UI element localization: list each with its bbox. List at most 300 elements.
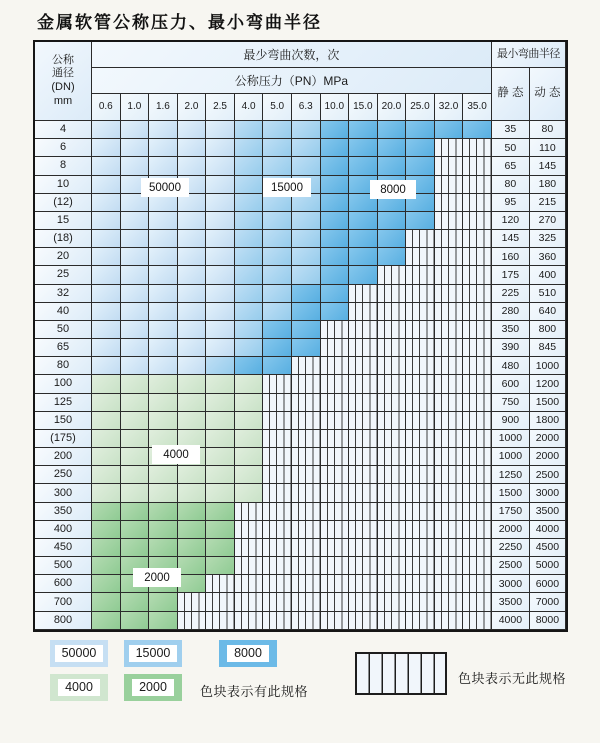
spec-cell: [149, 248, 178, 266]
no-spec-cell: [206, 575, 235, 593]
no-spec-cell: [406, 575, 435, 593]
no-spec-cell: [378, 430, 407, 448]
spec-cell: [292, 303, 321, 321]
spec-cell: [235, 303, 264, 321]
no-spec-cell: [349, 557, 378, 575]
legend-no-spec-label: 色块表示无此规格: [458, 671, 567, 686]
spec-cell: [206, 557, 235, 575]
spec-cell: [292, 266, 321, 284]
no-spec-cell: [263, 575, 292, 593]
spec-cell: [292, 212, 321, 230]
static-radius-cell: 4000: [492, 612, 530, 630]
no-spec-cell: [406, 466, 435, 484]
spec-cell: [92, 139, 121, 157]
spec-cell: [206, 121, 235, 139]
no-spec-cell: [406, 375, 435, 393]
no-spec-cell: [463, 521, 492, 539]
spec-cell: [206, 194, 235, 212]
dynamic-radius-cell: 4500: [530, 539, 566, 557]
spec-cell: [235, 248, 264, 266]
spec-cell: [92, 394, 121, 412]
no-spec-cell: [435, 303, 464, 321]
static-radius-cell: 3500: [492, 593, 530, 611]
no-spec-cell: [292, 394, 321, 412]
dn-header-line: 公称: [52, 53, 74, 66]
no-spec-cell: [206, 593, 235, 611]
dynamic-radius-cell: 2000: [530, 430, 566, 448]
spec-cell: [206, 321, 235, 339]
spec-cell: [92, 357, 121, 375]
dn-header-line: (DN): [51, 81, 75, 93]
no-spec-cell: [463, 484, 492, 502]
spec-cell: [206, 157, 235, 175]
spec-cell: [349, 139, 378, 157]
legend-hatch-swatch: [355, 652, 447, 695]
spec-cell: [121, 466, 150, 484]
dn-cell: 100: [35, 375, 92, 393]
pressure-col-header: 2.5: [206, 94, 235, 121]
spec-cell: [292, 339, 321, 357]
no-spec-cell: [321, 466, 350, 484]
spec-cell: [121, 303, 150, 321]
static-radius-cell: 1750: [492, 503, 530, 521]
no-spec-cell: [463, 575, 492, 593]
spec-cell: [178, 466, 207, 484]
no-spec-cell: [292, 357, 321, 375]
spec-cell: [263, 212, 292, 230]
no-spec-cell: [235, 593, 264, 611]
spec-cell: [121, 248, 150, 266]
no-spec-cell: [463, 212, 492, 230]
no-spec-cell: [235, 557, 264, 575]
spec-cell: [149, 394, 178, 412]
spec-cell: [292, 121, 321, 139]
static-radius-cell: 480: [492, 357, 530, 375]
no-spec-cell: [349, 430, 378, 448]
no-spec-cell: [235, 521, 264, 539]
no-spec-cell: [463, 394, 492, 412]
spec-cell: [178, 121, 207, 139]
no-spec-cell: [349, 448, 378, 466]
no-spec-cell: [263, 484, 292, 502]
no-spec-cell: [435, 194, 464, 212]
spec-cell: [321, 176, 350, 194]
no-spec-cell: [263, 448, 292, 466]
spec-cell: [92, 539, 121, 557]
spec-cell: [178, 321, 207, 339]
spec-cell: [263, 339, 292, 357]
no-spec-cell: [263, 593, 292, 611]
static-radius-cell: 3000: [492, 575, 530, 593]
dynamic-radius-cell: 3000: [530, 484, 566, 502]
pressure-col-header: 1.0: [121, 94, 150, 121]
spec-cell: [121, 321, 150, 339]
no-spec-cell: [292, 521, 321, 539]
spec-cell: [178, 503, 207, 521]
spec-cell: [121, 484, 150, 502]
dynamic-radius-cell: 2500: [530, 466, 566, 484]
spec-cell: [178, 539, 207, 557]
no-spec-cell: [378, 448, 407, 466]
spec-cell: [178, 412, 207, 430]
dn-header-line: 通径: [52, 67, 74, 80]
no-spec-cell: [463, 557, 492, 575]
no-spec-cell: [406, 303, 435, 321]
dn-cell: 20: [35, 248, 92, 266]
dynamic-radius-cell: 1000: [530, 357, 566, 375]
no-spec-cell: [435, 394, 464, 412]
spec-cell: [463, 121, 492, 139]
no-spec-cell: [435, 521, 464, 539]
spec-cell: [149, 212, 178, 230]
no-spec-cell: [263, 430, 292, 448]
static-radius-cell: 1250: [492, 466, 530, 484]
no-spec-cell: [435, 375, 464, 393]
no-spec-cell: [406, 539, 435, 557]
spec-cell: [435, 121, 464, 139]
no-spec-cell: [378, 557, 407, 575]
spec-cell: [149, 503, 178, 521]
no-spec-cell: [435, 593, 464, 611]
spec-cell: [92, 248, 121, 266]
no-spec-cell: [349, 357, 378, 375]
dynamic-radius-cell: 1500: [530, 394, 566, 412]
spec-cell: [178, 521, 207, 539]
spec-cell: [235, 466, 264, 484]
no-spec-cell: [435, 139, 464, 157]
no-spec-cell: [349, 466, 378, 484]
dn-cell: 6: [35, 139, 92, 157]
no-spec-cell: [406, 430, 435, 448]
spec-cell: [206, 139, 235, 157]
no-spec-cell: [378, 339, 407, 357]
legend-swatch: [124, 674, 182, 701]
cycle-count-label: 15000: [263, 178, 311, 197]
no-spec-cell: [406, 357, 435, 375]
dn-header-line: mm: [53, 94, 73, 107]
spec-cell: [206, 176, 235, 194]
spec-cell: [292, 248, 321, 266]
static-radius-cell: 65: [492, 157, 530, 175]
no-spec-cell: [263, 412, 292, 430]
no-spec-cell: [235, 575, 264, 593]
spec-cell: [149, 466, 178, 484]
spec-cell: [92, 285, 121, 303]
spec-cell: [235, 448, 264, 466]
spec-cell: [178, 394, 207, 412]
spec-cell: [92, 430, 121, 448]
dn-cell: 15: [35, 212, 92, 230]
no-spec-cell: [406, 521, 435, 539]
dn-cell: 125: [35, 394, 92, 412]
no-spec-cell: [463, 503, 492, 521]
no-spec-cell: [378, 412, 407, 430]
pressure-col-header: 2.0: [178, 94, 207, 121]
no-spec-cell: [263, 394, 292, 412]
spec-cell: [206, 375, 235, 393]
spec-cell: [149, 357, 178, 375]
spec-cell: [292, 321, 321, 339]
spec-cell: [92, 521, 121, 539]
no-spec-cell: [349, 303, 378, 321]
spec-cell: [206, 466, 235, 484]
no-spec-cell: [435, 539, 464, 557]
cycle-count-label: 50000: [141, 178, 189, 197]
spec-cell: [206, 248, 235, 266]
no-spec-cell: [292, 612, 321, 630]
spec-cell: [263, 266, 292, 284]
spec-cell: [92, 266, 121, 284]
spec-cell: [149, 157, 178, 175]
spec-cell: [206, 339, 235, 357]
cycle-count-label: 4000: [152, 445, 200, 464]
spec-cell: [149, 484, 178, 502]
spec-cell: [263, 303, 292, 321]
no-spec-cell: [321, 539, 350, 557]
no-spec-cell: [235, 503, 264, 521]
spec-cell: [92, 503, 121, 521]
no-spec-cell: [292, 430, 321, 448]
no-spec-cell: [435, 448, 464, 466]
spec-cell: [92, 612, 121, 630]
no-spec-cell: [463, 194, 492, 212]
no-spec-cell: [406, 266, 435, 284]
no-spec-cell: [435, 212, 464, 230]
no-spec-cell: [178, 612, 207, 630]
no-spec-cell: [435, 484, 464, 502]
no-spec-cell: [435, 321, 464, 339]
no-spec-cell: [406, 321, 435, 339]
no-spec-cell: [378, 575, 407, 593]
legend-swatch-value: 15000: [129, 645, 178, 662]
spec-cell: [206, 484, 235, 502]
no-spec-cell: [321, 575, 350, 593]
spec-cell: [206, 539, 235, 557]
spec-cell: [178, 230, 207, 248]
spec-cell: [178, 557, 207, 575]
spec-cell: [235, 176, 264, 194]
spec-cell: [92, 321, 121, 339]
spec-cell: [121, 539, 150, 557]
spec-cell: [121, 339, 150, 357]
no-spec-cell: [321, 448, 350, 466]
spec-cell: [149, 593, 178, 611]
dn-cell: 40: [35, 303, 92, 321]
no-spec-cell: [435, 430, 464, 448]
no-spec-cell: [321, 321, 350, 339]
static-radius-cell: 1000: [492, 448, 530, 466]
pressure-col-header: 5.0: [263, 94, 292, 121]
no-spec-cell: [406, 248, 435, 266]
spec-cell: [406, 157, 435, 175]
no-spec-cell: [435, 412, 464, 430]
spec-cell: [178, 285, 207, 303]
spec-cell: [178, 212, 207, 230]
no-spec-cell: [292, 575, 321, 593]
static-radius-cell: 390: [492, 339, 530, 357]
spec-cell: [321, 303, 350, 321]
no-spec-cell: [463, 176, 492, 194]
pressure-col-header: 15.0: [349, 94, 378, 121]
no-spec-cell: [378, 593, 407, 611]
spec-cell: [321, 248, 350, 266]
spec-cell: [149, 139, 178, 157]
no-spec-cell: [378, 285, 407, 303]
spec-cell: [406, 121, 435, 139]
spec-cell: [121, 139, 150, 157]
spec-cell: [206, 521, 235, 539]
legend-swatch: [50, 674, 108, 701]
spec-cell: [292, 139, 321, 157]
no-spec-cell: [321, 339, 350, 357]
dn-cell: 500: [35, 557, 92, 575]
spec-cell: [378, 230, 407, 248]
legend-swatch: [219, 640, 277, 667]
no-spec-cell: [435, 557, 464, 575]
spec-cell: [121, 375, 150, 393]
spec-cell: [92, 176, 121, 194]
no-spec-cell: [263, 612, 292, 630]
static-radius-cell: 1500: [492, 484, 530, 502]
legend-swatch: [50, 640, 108, 667]
dynamic-radius-cell: 80: [530, 121, 566, 139]
spec-cell: [321, 230, 350, 248]
spec-cell: [292, 157, 321, 175]
no-spec-cell: [463, 339, 492, 357]
no-spec-cell: [292, 539, 321, 557]
no-spec-cell: [321, 430, 350, 448]
dn-cell: 700: [35, 593, 92, 611]
no-spec-cell: [263, 557, 292, 575]
spec-cell: [406, 212, 435, 230]
spec-cell: [235, 321, 264, 339]
spec-cell: [149, 303, 178, 321]
dynamic-radius-cell: 8000: [530, 612, 566, 630]
dynamic-radius-cell: 5000: [530, 557, 566, 575]
no-spec-cell: [463, 375, 492, 393]
dn-cell: (175): [35, 430, 92, 448]
pressure-col-header: 4.0: [235, 94, 264, 121]
spec-cell: [121, 430, 150, 448]
dynamic-radius-cell: 2000: [530, 448, 566, 466]
spec-cell: [206, 230, 235, 248]
dn-cell: 600: [35, 575, 92, 593]
spec-cell: [92, 194, 121, 212]
no-spec-cell: [349, 394, 378, 412]
no-spec-cell: [463, 321, 492, 339]
spec-cell: [206, 412, 235, 430]
spec-cell: [263, 121, 292, 139]
no-spec-cell: [349, 575, 378, 593]
spec-cell: [206, 212, 235, 230]
dn-cell: (18): [35, 230, 92, 248]
spec-cell: [235, 157, 264, 175]
spec-cell: [235, 394, 264, 412]
no-spec-cell: [435, 157, 464, 175]
dn-cell: 10: [35, 176, 92, 194]
static-radius-cell: 2000: [492, 521, 530, 539]
static-radius-cell: 750: [492, 394, 530, 412]
pressure-col-header: 0.6: [92, 94, 121, 121]
no-spec-cell: [321, 412, 350, 430]
no-spec-cell: [406, 484, 435, 502]
no-spec-cell: [463, 285, 492, 303]
spec-cell: [378, 157, 407, 175]
pressure-col-header: 10.0: [321, 94, 350, 121]
spec-cell: [121, 412, 150, 430]
no-spec-cell: [378, 521, 407, 539]
static-radius-cell: 900: [492, 412, 530, 430]
spec-cell: [235, 412, 264, 430]
spec-cell: [235, 194, 264, 212]
spec-cell: [235, 266, 264, 284]
no-spec-cell: [292, 557, 321, 575]
no-spec-cell: [406, 612, 435, 630]
cycles-header: 最少弯曲次数，次: [92, 42, 492, 68]
spec-cell: [149, 285, 178, 303]
dn-cell: 80: [35, 357, 92, 375]
spec-cell: [235, 357, 264, 375]
no-spec-cell: [435, 357, 464, 375]
spec-cell: [121, 503, 150, 521]
dn-cell: (12): [35, 194, 92, 212]
spec-cell: [149, 230, 178, 248]
spec-cell: [178, 575, 207, 593]
no-spec-cell: [349, 339, 378, 357]
spec-cell: [149, 266, 178, 284]
no-spec-cell: [292, 484, 321, 502]
spec-cell: [321, 139, 350, 157]
no-spec-cell: [463, 466, 492, 484]
spec-cell: [321, 212, 350, 230]
no-spec-cell: [378, 612, 407, 630]
spec-cell: [206, 394, 235, 412]
dn-cell: 200: [35, 448, 92, 466]
no-spec-cell: [263, 539, 292, 557]
dynamic-radius-cell: 845: [530, 339, 566, 357]
spec-cell: [206, 285, 235, 303]
cycle-count-label: 2000: [133, 568, 181, 587]
spec-cell: [378, 248, 407, 266]
no-spec-cell: [463, 266, 492, 284]
static-radius-cell: 600: [492, 375, 530, 393]
spec-cell: [178, 157, 207, 175]
no-spec-cell: [463, 430, 492, 448]
spec-cell: [92, 230, 121, 248]
no-spec-cell: [406, 339, 435, 357]
no-spec-cell: [463, 157, 492, 175]
no-spec-cell: [378, 266, 407, 284]
spec-cell: [121, 230, 150, 248]
spec-cell: [92, 412, 121, 430]
spec-cell: [121, 157, 150, 175]
spec-cell: [235, 339, 264, 357]
spec-cell: [121, 285, 150, 303]
spec-cell: [121, 448, 150, 466]
no-spec-cell: [378, 466, 407, 484]
spec-cell: [92, 557, 121, 575]
spec-cell: [149, 539, 178, 557]
dynamic-radius-cell: 360: [530, 248, 566, 266]
no-spec-cell: [463, 593, 492, 611]
dynamic-radius-cell: 6000: [530, 575, 566, 593]
spec-cell: [263, 139, 292, 157]
spec-cell: [321, 285, 350, 303]
no-spec-cell: [378, 303, 407, 321]
spec-cell: [206, 430, 235, 448]
no-spec-cell: [235, 612, 264, 630]
dynamic-radius-cell: 800: [530, 321, 566, 339]
